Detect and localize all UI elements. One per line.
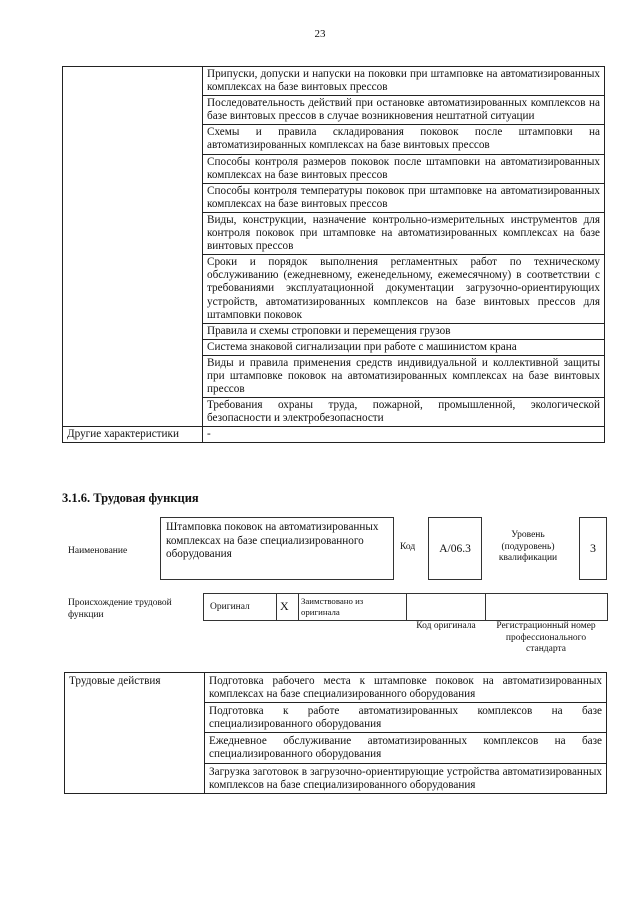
knowledge-row: Припуски, допуски и напуски на поковки при штамповке на автоматизированных комплексах на базе винтовых прессов	[203, 67, 605, 96]
knowledge-row: Сроки и порядок выполнения регламентных работ по техническому обслуживанию (ежедневному, еженедельному, ежемесячному) в соответствии с требованиями эксплуатационной документации загрузочно-ориентирующих устройств, автоматизированных комплексов на базе винтовых прессов для штамповки поковок	[203, 255, 605, 323]
origin-code-caption: Код оригинала	[416, 621, 476, 631]
knowledge-row: Виды и правила применения средств индивидуальной и коллективной защиты при штамповке поковок на автоматизированных комплексах на базе винтовых прессов	[203, 355, 605, 397]
actions-label: Трудовые действия	[65, 673, 205, 794]
actions-table	[64, 672, 607, 794]
code-value: А/06.3	[428, 517, 482, 580]
knowledge-row: Схемы и правила складирования поковок после штамповки на автоматизированных комплексах на базе винтовых прессов	[203, 125, 605, 154]
divider	[485, 594, 486, 620]
knowledge-row: Система знаковой сигнализации при работе с машинистом крана	[203, 339, 605, 355]
level-label: Уровень (подуровень) квалификации	[498, 530, 558, 563]
divider	[406, 594, 407, 620]
divider	[298, 594, 299, 620]
code-label: Код	[400, 542, 416, 552]
knowledge-row: Способы контроля размеров поковок после штамповки на автоматизированных комплексах на базе винтовых прессов	[203, 154, 605, 183]
knowledge-row: Способы контроля температуры поковок при штамповке на автоматизированных комплексах на базе винтовых прессов	[203, 183, 605, 212]
knowledge-label-cell	[63, 67, 203, 427]
knowledge-row: Правила и схемы строповки и перемещения грузов	[203, 323, 605, 339]
origin-reg-caption: Регистрационный номер профессионального стандарта	[496, 621, 596, 654]
name-label: Наименование	[68, 546, 128, 556]
origin-label: Происхождение трудовой функции	[68, 598, 172, 620]
action-item: Подготовка рабочего места к штамповке поковок на автоматизированных комплексах на базе специализированного оборудования	[205, 673, 607, 703]
other-characteristics-label: Другие характеристики	[63, 427, 203, 443]
origin-strip	[203, 593, 608, 621]
section-heading: 3.1.6. Трудовая функция	[62, 491, 199, 505]
knowledge-row: Последовательность действий при остановке автоматизированных комплексов на базе винтовых прессов в случае возникновения нештатной ситуации	[203, 96, 605, 125]
action-item: Подготовка к работе автоматизированных комплексов на базе специализированного оборудования	[205, 703, 607, 733]
origin-mark: Х	[280, 599, 289, 613]
page-number: 23	[314, 28, 326, 40]
knowledge-row: Виды, конструкции, назначение контрольно-измерительных инструментов для контроля поковок при штамповке на автоматизированных комплексах на базе винтовых прессов	[203, 212, 605, 254]
name-value-box	[160, 517, 394, 580]
origin-original: Оригинал	[210, 602, 250, 612]
knowledge-row: Требования охраны труда, пожарной, промышленной, экологической безопасности и электробезопасности	[203, 398, 605, 427]
other-characteristics-value: -	[203, 427, 605, 443]
knowledge-table	[62, 66, 605, 443]
origin-borrowed: Заимствовано из оригинала	[301, 596, 364, 617]
action-item: Ежедневное обслуживание автоматизированных комплексов на базе специализированного оборудования	[205, 733, 607, 763]
divider	[276, 594, 277, 620]
level-value: 3	[579, 517, 607, 580]
name-value: Штамповка поковок на автоматизированных комплексах на базе специализированного оборудования	[166, 521, 379, 560]
action-item: Загрузка заготовок в загрузочно-ориентирующие устройства автоматизированных комплексов на базе специализированного оборудования	[205, 763, 607, 793]
